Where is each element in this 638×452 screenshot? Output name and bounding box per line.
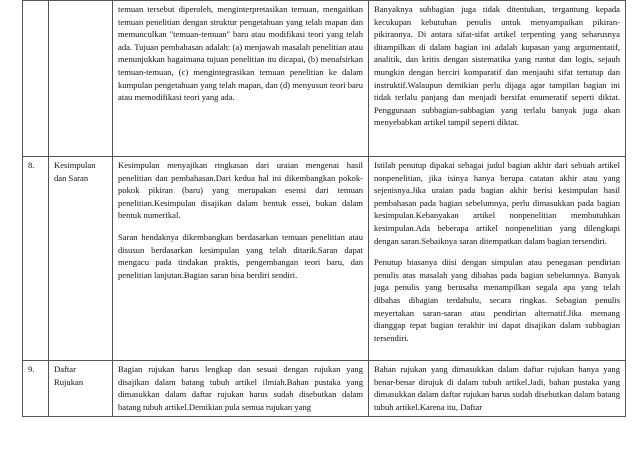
paragraph: temuan tersebut diperoleh, menginterpretasikan temuan, mengaitkan temuan penelitian dengan struktur pengetahuan yang telah mapan dan memunculkan "temuan-temuan" baru atau modifikasi teori yang telah ada. Tujuan pembahasan adalah: (a) menjawab masalah penelitian atau menunjukkan bagaimana tujuan penelitian itu dicapai, (b) menafsirkan temuan-temuan, (c) mengintegrasikan temuan penelitian ke dalam kumpulan pengetahuan yang telah mapan, dan (d) menyusun teori baru atau memodifikasi teori yang ada.	[118, 4, 363, 103]
research-article-cell	[113, 1, 369, 157]
paragraph: Saran hendaknya dikembangkan berdasarkan temuan penelitian atau disusun berdasarkan kesimpulan yang telah ditarik.Saran dapat mengacu pada tindakan praktis, pengembangan teori baru, dan penelitian lanjutan.Bagian saran bisa berdiri sendiri.	[118, 231, 363, 280]
nonresearch-article-cell	[369, 361, 626, 417]
row-number	[23, 1, 49, 157]
paragraph: Penutup biasanya diisi dengan simpulan atau penegasan pendirian penulis atas masalah yang dibahas pada bagian sebelumnya. Banyak juga penulis yang berusaha menampilkan segala apa yang telah dibahas dibagian terdahulu, secara ringkas. Sebagian penulis meyertakan saran-saran atau pendirian alternatif.Jika memang dianggap tepat bagian terakhir ini dapat disajikan dalam subbagian tersendiri.	[374, 257, 620, 343]
nonresearch-article-cell	[369, 157, 626, 361]
research-article-cell	[113, 361, 369, 417]
row-number: 9.	[23, 361, 49, 417]
row-topic: Daftar Rujukan	[49, 361, 113, 417]
paragraph: Bahan rujukan yang dimasukkan dalam daftar rujukan hanya yang benar-benar dirujuk di dalam tubuh artikel.Jadi, bahan pustaka yang dimasukkan dalam daftar rujukan harus sudah disebutkan dalam batang tubuh artikel.Karena itu, Daftar	[374, 364, 620, 412]
row-topic: Kesimpulan dan Saran	[49, 157, 113, 361]
paragraph: Banyaknya subbagian juga tidak ditentukan, tergantung kepada kecukupan kebutuhan penulis untuk menyampaikan pikiran-pikirannya. Di antara sifat-sifat artikel terpenting yang seharusnya ditampilkan di dalam bagian ini adalah kupasan yang argumentatif, analitik, dan kritis dengan sistematika yang runtut dan logis, sejauh mungkin dengan berciri komparatif dan menjauhi sifat tertutup dan instruktif.Walaupun demikian perlu dijaga agar tampilan bagian ini tidak terlalu panjang dan menjadi bersifat enumeratif seperti diktat. Penggunaan subbagian-subbagian yang terlalu banyak juga akan menyebabkan artikel tampil seperti diktat.	[374, 4, 620, 128]
research-article-cell	[113, 157, 369, 361]
table-row	[23, 157, 626, 361]
table-row	[23, 1, 626, 157]
paragraph: Bagian rujukan harus lengkap dan sesuai dengan rujukan yang disajikan dalam batang tubuh artikel ilmiah.Bahan pustaka yang dimasukkan dalam daftar rujukan harus sudah disebutkan dalam batang tubuh artikel.Demikian pula semua rujukan yang	[118, 364, 363, 412]
comparison-table	[22, 0, 626, 417]
nonresearch-article-cell	[369, 1, 626, 157]
table-row	[23, 361, 626, 417]
paragraph: Kesimpulan menyajikan ringkasan dari uraian mengenai hasil penelitian dan pembahasan.Dari kedua hal ini dikembangkan pokok-pokok pikiran (baru) yang merupakan esensi dari temuan penelitian.Kesimpulan disajikan dalam bentuk essei, bukan dalam bentuk numerikal.	[118, 160, 363, 221]
row-topic	[49, 1, 113, 157]
row-number: 8.	[23, 157, 49, 361]
paragraph: Istilah penutup dipakai sebagai judul bagian akhir dari sebuah artikel nonpenelitian, jika isinya hanya berupa catatan akhir atau yang sejenisnya.Jika uraian pada bagian akhir berisi kesimpulan hasil pembahasan pada bagian sebelumnya, perlu dimasukkan pada bagian kesimpulan.Kebanyakan artikel nonpenelitian membutuhkan kesimpulan.Ada beberapa artikel nonpenelitian yang dilengkapi dengan saran.Sebaiknya saran ditempatkan dalam bagian tersendiri.	[374, 160, 620, 246]
